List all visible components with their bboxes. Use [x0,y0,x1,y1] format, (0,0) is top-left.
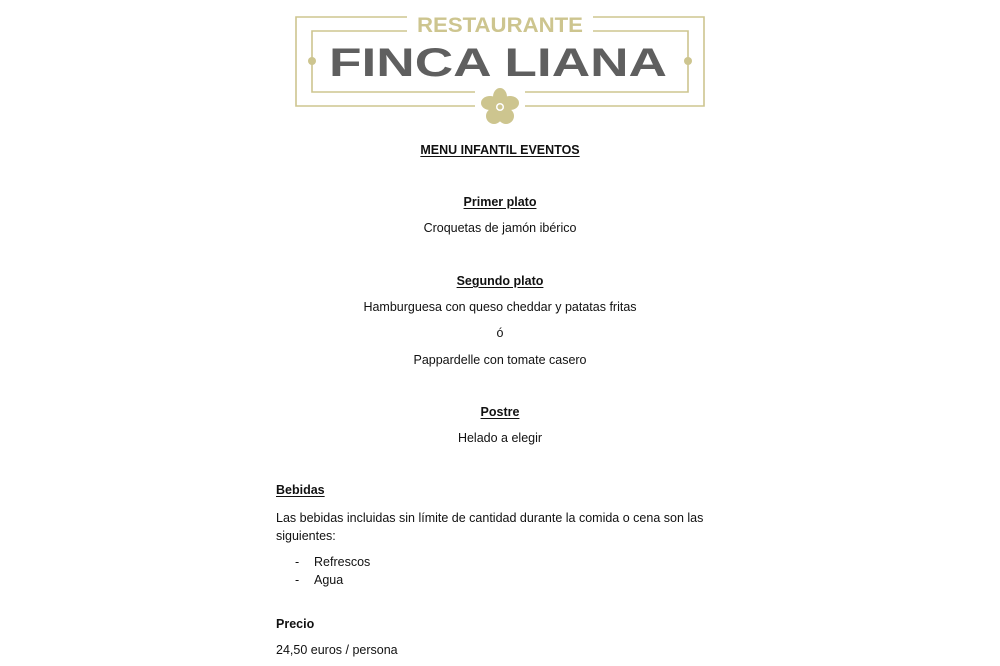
segundo-plato-item-2: Pappardelle con tomate casero [413,353,587,367]
segundo-plato-item-1: Hamburguesa con queso cheddar y patatas fritas [363,300,637,314]
segundo-plato-heading: Segundo plato [456,274,544,288]
list-item [295,572,343,588]
list-item [295,554,370,570]
menu-title: MENU INFANTIL EVENTOS [420,143,580,157]
restaurant-logo [295,15,705,128]
left-dot-icon [308,57,316,65]
dash-icon: - [295,573,300,587]
flower-icon [481,88,519,124]
logo-top-text: RESTAURANTE [417,15,583,37]
dash-icon: - [295,555,300,569]
postre-item: Helado a elegir [457,431,543,445]
segundo-plato-or: ó [496,326,504,340]
right-dot-icon [684,57,692,65]
primer-plato-item: Croquetas de jamón ibérico [423,221,577,235]
postre-heading: Postre [480,405,520,419]
precio-value: 24,50 euros / persona [276,643,398,657]
bebida-label: Agua [314,573,344,587]
bebidas-description: Las bebidas incluidas sin límite de cantidad durante la comida o cena son las siguientes: [276,511,704,543]
bebida-label: Refrescos [314,555,371,569]
bebidas-heading: Bebidas [276,483,325,497]
precio-heading: Precio [276,617,315,631]
primer-plato-heading: Primer plato [463,195,537,209]
logo-main-text: FINCA LIANA [329,41,667,85]
